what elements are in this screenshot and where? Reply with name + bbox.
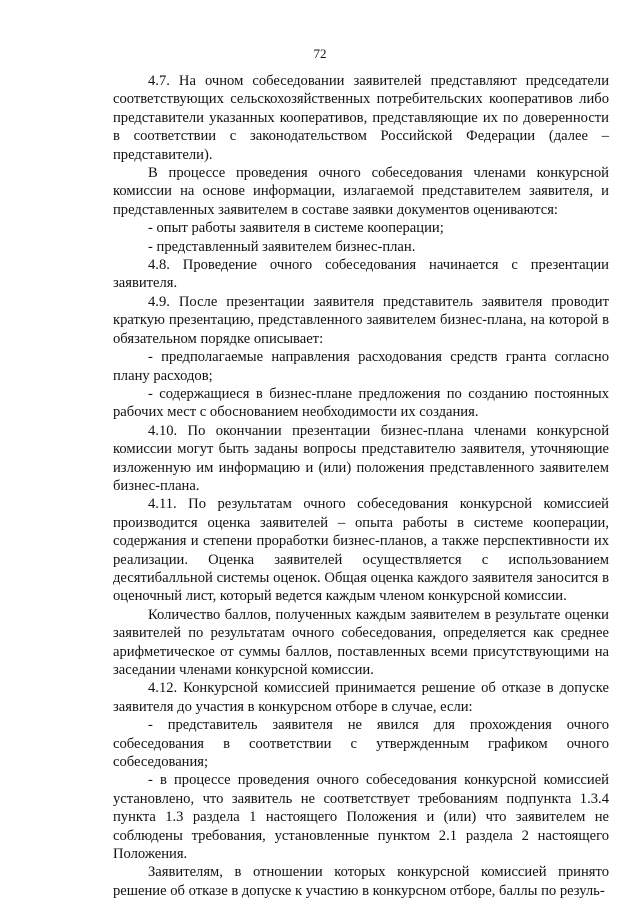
page-number: 72: [313, 46, 327, 61]
list-item-business-plan: - представленный заявителем бизнес-план.: [148, 238, 416, 255]
list-item-jobs-creation: - содержащиеся в бизнес-плане предложения по созданию постоянных рабочих мест с обоснованием необходимости их создания.: [113, 385, 609, 421]
paragraph-4-12: 4.12. Конкурсной комиссией принимается решение об отказе в допуске заявителя до участия в конкурсном отборе в случае, если:: [113, 680, 609, 715]
list-item-noncompliance: - в процессе проведения очного собеседования конкурсной комиссией установлено, что заявитель не соответствует требованиям подпункта 1.3.4 пункта 1.3 раздела 1 настоящего Положения и (или) что заявителем не соблюдены требования, установленные пунктом 2.1 раздела 2 настоящего Положения.: [113, 772, 609, 863]
paragraph-4-8: 4.8. Проведение очного собеседования начинается с презентации заявителя.: [113, 257, 609, 292]
paragraph-4-9: 4.9. После презентации заявителя представитель заявителя проводит краткую презентацию, представленного заявителем бизнес-плана, на которой в обязательном порядке описывает:: [113, 293, 609, 347]
list-item-grant-spending: - предполагаемые направления расходования средств гранта согласно плану расходов;: [113, 349, 609, 384]
paragraph-score-calculation: Количество баллов, полученных каждым заявителем в результате оценки заявителей по результатам очного собеседования, определяется как среднее арифметическое от суммы баллов, поставленных всеми присутствующими на заседании членами конкурсной комиссии.: [113, 606, 609, 678]
list-item-cooperation-experience: - опыт работы заявителя в системе кооперации;: [148, 220, 444, 237]
paragraph-rejected-applicants: Заявителям, в отношении которых конкурсной комиссией принято решение об отказе в допуске к участию в конкурсном отборе, баллы по резуль-: [113, 864, 609, 899]
document-body: [113, 72, 609, 900]
paragraph-evaluation-intro: В процессе проведения очного собеседования членами конкурсной комиссии на основе информации, излагаемой представителем заявителя, и представленных заявителем в составе заявки документов оцениваются:: [113, 165, 609, 218]
paragraph-4-7: 4.7. На очном собеседовании заявителей представляют председатели соответствующих сельскохозяйственных потребительских кооперативов либо представители указанных кооперативов, представляющие их по доверенности в соответствии с законодательством Российской Федерации (далее – представители).: [113, 73, 609, 163]
list-item-no-show: - представитель заявителя не явился для прохождения очного собеседования в соответствии с утвержденным графиком очного собеседования;: [113, 717, 609, 771]
paragraph-4-11: 4.11. По результатам очного собеседования конкурсной комиссией производится оценка заявителей – опыта работы в системе кооперации, содержания и степени проработки бизнес-планов, а также перспективности их реализации. Оценка заявителей осуществляется с использованием десятибалльной системы оценок. Общая оценка каждого заявителя заносится в оценочный лист, который ведется каждым членом конкурсной комиссии.: [113, 496, 609, 605]
paragraph-4-10: 4.10. По окончании презентации бизнес-плана членами конкурсной комиссии могут быть заданы вопросы представителю заявителя, уточняющие изложенную им информацию и (или) положения представленного заявителем бизнес-плана.: [113, 422, 609, 494]
